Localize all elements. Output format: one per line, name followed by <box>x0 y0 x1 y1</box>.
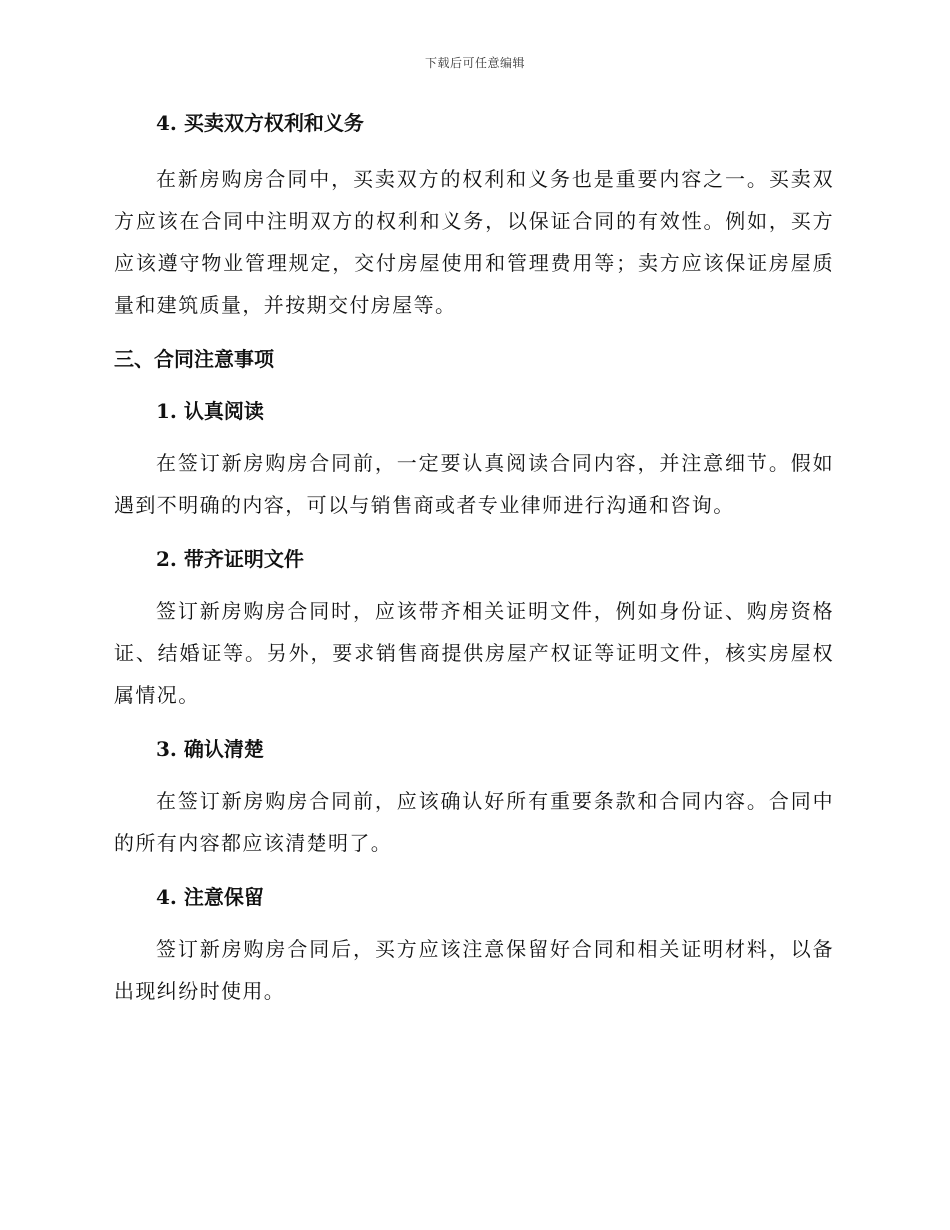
subheading-confirm-clearly: 3. 确认清楚 <box>156 737 264 761</box>
paragraph-confirm-clearly: 在签订新房购房合同前，应该确认好所有重要条款和合同内容。合同中的所有内容都应该清楚明了。 <box>114 789 834 855</box>
subheading-bring-documents: 2. 带齐证明文件 <box>156 547 304 571</box>
page-header: 下载后可任意编辑 <box>424 56 525 70</box>
paragraph-bring-documents: 签订新房购房合同时，应该带齐相关证明文件，例如身份证、购房资格证、结婚证等。另外，要求销售商提供房屋产权证等证明文件，核实房屋权属情况。 <box>114 599 834 707</box>
subheading-rights-obligations: 4. 买卖双方权利和义务 <box>156 111 364 135</box>
paragraph-keep-records: 签订新房购房合同后，买方应该注意保留好合同和相关证明材料，以备出现纠纷时使用。 <box>114 937 834 1003</box>
paragraph-rights-obligations: 在新房购房合同中，买卖双方的权利和义务也是重要内容之一。买卖双方应该在合同中注明双方的权利和义务，以保证合同的有效性。例如，买方应该遵守物业管理规定，交付房屋使用和管理费用等；卖方应该保证房屋质量和建筑质量，并按期交付房屋等。 <box>114 167 834 317</box>
subheading-read-carefully: 1. 认真阅读 <box>156 399 264 423</box>
paragraph-read-carefully: 在签订新房购房合同前，一定要认真阅读合同内容，并注意细节。假如遇到不明确的内容，可以与销售商或者专业律师进行沟通和咨询。 <box>114 451 834 517</box>
subheading-keep-records: 4. 注意保留 <box>156 885 264 909</box>
document-body <box>114 108 834 1012</box>
section-heading-contract-notes: 三、合同注意事项 <box>114 347 274 371</box>
